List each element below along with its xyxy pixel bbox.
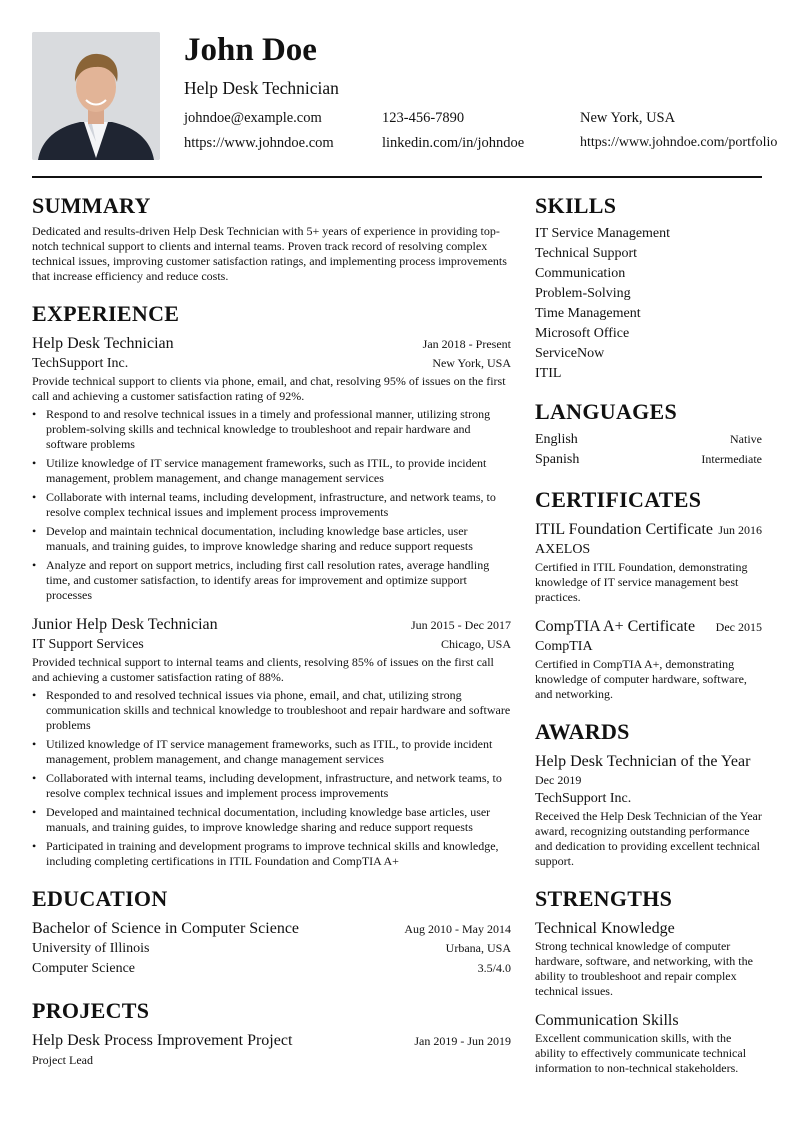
section-title: EDUCATION xyxy=(32,886,168,911)
job-role: Junior Help Desk Technician xyxy=(32,616,218,633)
list-item: • Analyze and report on support metrics, including first call resolution rates, average handling time, and customer satisfaction, to identify areas for improvement and optimize support processes xyxy=(32,558,511,603)
certificate-name: ITIL Foundation Certificate xyxy=(535,521,714,538)
job-bullets xyxy=(32,407,511,603)
candidate-name: John Doe xyxy=(184,32,317,68)
job-dates: Jun 2015 - Dec 2017 xyxy=(411,618,511,632)
experience-section xyxy=(32,300,511,869)
skill-item: Microsoft Office xyxy=(535,326,630,341)
skill-item: Communication xyxy=(535,266,626,281)
project-dates: Jan 2019 - Jun 2019 xyxy=(414,1034,511,1048)
profile-photo xyxy=(32,32,160,160)
section-title: CERTIFICATES xyxy=(535,487,702,512)
skill-item: Problem-Solving xyxy=(535,286,631,301)
job-bullets xyxy=(32,688,511,869)
certificate-entry xyxy=(535,520,762,605)
job-role: Help Desk Technician xyxy=(32,335,174,352)
awards-section xyxy=(535,718,762,869)
section-title: AWARDS xyxy=(535,719,630,744)
certificate-description: Certified in CompTIA A+, demonstrating knowledge of computer hardware, software, and networking. xyxy=(535,657,747,701)
award-issuer: TechSupport Inc. xyxy=(535,791,632,806)
project-role: Project Lead xyxy=(32,1053,93,1067)
contact-location: New York, USA xyxy=(580,110,676,126)
section-title: SKILLS xyxy=(535,193,617,218)
strength-description: Excellent communication skills, with the ability to effectively communicate technical information to non-technical stakeholders. xyxy=(535,1031,747,1075)
contact-email[interactable]: johndoe@example.com xyxy=(184,110,322,126)
certificates-section xyxy=(535,486,762,702)
skill-item: ServiceNow xyxy=(535,346,605,361)
header-divider xyxy=(32,176,762,178)
award-name: Help Desk Technician of the Year xyxy=(535,753,751,770)
certificate-name: CompTIA A+ Certificate xyxy=(535,618,696,635)
section-title: LANGUAGES xyxy=(535,399,678,424)
section-title: SUMMARY xyxy=(32,193,151,218)
list-item: • Utilize knowledge of IT service management frameworks, such as ITIL, to provide incident management, problem management, and change management services xyxy=(32,456,511,486)
job-company: IT Support Services xyxy=(32,637,144,652)
skill-item: Time Management xyxy=(535,306,641,321)
projects-section xyxy=(32,997,511,1068)
strength-description: Strong technical knowledge of computer hardware, software, and networking, with the ability to troubleshoot and repair complex technical issues. xyxy=(535,939,753,998)
certificate-description: Certified in ITIL Foundation, demonstrating knowledge of IT service management best practices. xyxy=(535,560,748,604)
education-gpa: 3.5/4.0 xyxy=(477,961,511,975)
certificate-issuer: CompTIA xyxy=(535,639,593,654)
job-company: TechSupport Inc. xyxy=(32,356,129,371)
education-degree: Bachelor of Science in Computer Science xyxy=(32,920,300,937)
job-summary: Provide technical support to clients via phone, email, and chat, resolving 95% of issues on the first call and achieving a customer satisfaction rating of 92%. xyxy=(32,374,506,403)
skill-item: IT Service Management xyxy=(535,226,671,241)
skills-list xyxy=(535,224,762,384)
certificate-date: Dec 2015 xyxy=(715,620,762,634)
strength-name: Communication Skills xyxy=(535,1012,679,1029)
list-item: • Collaborated with internal teams, including development, infrastructure, and network teams, to resolve complex technical issues and implement process improvements xyxy=(32,771,511,801)
award-date: Dec 2019 xyxy=(535,773,582,787)
list-item: • Develop and maintain technical documentation, including knowledge base articles, user manuals, and training guides, to improve knowledge sharing and reduce support requests xyxy=(32,524,511,554)
award-description: Received the Help Desk Technician of the Year award, recognizing outstanding performance and dedication to providing excellent technical support. xyxy=(535,809,762,868)
contact-website[interactable]: https://www.johndoe.com xyxy=(184,135,334,151)
list-item: • Respond to and resolve technical issues in a timely and professional manner, utilizing strong problem-solving skills and technical knowledge to troubleshoot and repair hardware and software problems xyxy=(32,407,511,452)
list-item: • Developed and maintained technical documentation, including knowledge base articles, user manuals, and training guides, to improve knowledge sharing and reduce support requests xyxy=(32,805,511,835)
section-title: STRENGTHS xyxy=(535,886,673,911)
job-location: Chicago, USA xyxy=(441,637,511,651)
candidate-title: Help Desk Technician xyxy=(184,78,339,98)
skill-item: ITIL xyxy=(535,366,562,381)
education-section xyxy=(32,885,511,979)
list-item: • Collaborate with internal teams, including development, infrastructure, and network teams, to resolve complex technical issues and implement process improvements xyxy=(32,490,511,520)
languages-section xyxy=(535,398,762,470)
certificate-issuer: AXELOS xyxy=(535,542,591,557)
section-title: EXPERIENCE xyxy=(32,301,180,326)
right-column xyxy=(535,192,762,1076)
skills-section xyxy=(535,192,762,384)
language-level: Native xyxy=(730,432,762,446)
contact-linkedin[interactable]: linkedin.com/in/johndoe xyxy=(382,135,525,151)
language-name: English xyxy=(535,432,578,447)
strength-entry xyxy=(535,919,762,999)
skill-item: Technical Support xyxy=(535,246,638,261)
job-entry xyxy=(32,615,511,869)
education-dates: Aug 2010 - May 2014 xyxy=(404,922,511,936)
left-column xyxy=(32,192,511,1068)
certificate-entry xyxy=(535,617,762,702)
contact-phone[interactable]: 123-456-7890 xyxy=(382,110,465,126)
section-title: PROJECTS xyxy=(32,998,150,1023)
education-school: University of Illinois xyxy=(32,941,150,956)
strength-entry xyxy=(535,1011,762,1076)
strengths-section xyxy=(535,885,762,1076)
language-row xyxy=(535,430,762,450)
list-item: • Participated in training and development programs to improve technical skills and knowledge, including completing certifications in ITIL Foundation and CompTIA A+ xyxy=(32,839,511,869)
language-level: Intermediate xyxy=(701,452,762,466)
person-photo-icon xyxy=(32,32,160,160)
education-field: Computer Science xyxy=(32,961,136,976)
job-entry xyxy=(32,334,511,603)
summary-text: Dedicated and results-driven Help Desk Technician with 5+ years of experience in providing top-notch technical support to clients and internal teams. Proven track record of resolving complex technical issues, improving customer satisfaction ratings, and implementing process improvements that increase efficiency and reduce costs. xyxy=(32,224,507,283)
strength-name: Technical Knowledge xyxy=(535,920,675,937)
job-location: New York, USA xyxy=(432,356,511,370)
language-name: Spanish xyxy=(535,452,580,467)
list-item: • Responded to and resolved technical issues via phone, email, and chat, utilizing strong communication skills and technical knowledge to troubleshoot and repair hardware and software problems xyxy=(32,688,511,733)
education-location: Urbana, USA xyxy=(445,941,511,955)
job-dates: Jan 2018 - Present xyxy=(422,337,511,351)
project-name: Help Desk Process Improvement Project xyxy=(32,1032,293,1049)
job-summary: Provided technical support to internal teams and clients, resolving 85% of issues on the first call and achieving a customer satisfaction rating of 88%. xyxy=(32,655,494,684)
certificate-date: Jun 2016 xyxy=(718,523,762,537)
contact-portfolio[interactable]: https://www.johndoe.com/portfolio xyxy=(580,135,778,150)
language-row xyxy=(535,450,762,470)
list-item: • Utilized knowledge of IT service management frameworks, such as ITIL, to provide incident management, problem management, and change management services xyxy=(32,737,511,767)
summary-section xyxy=(32,192,511,284)
